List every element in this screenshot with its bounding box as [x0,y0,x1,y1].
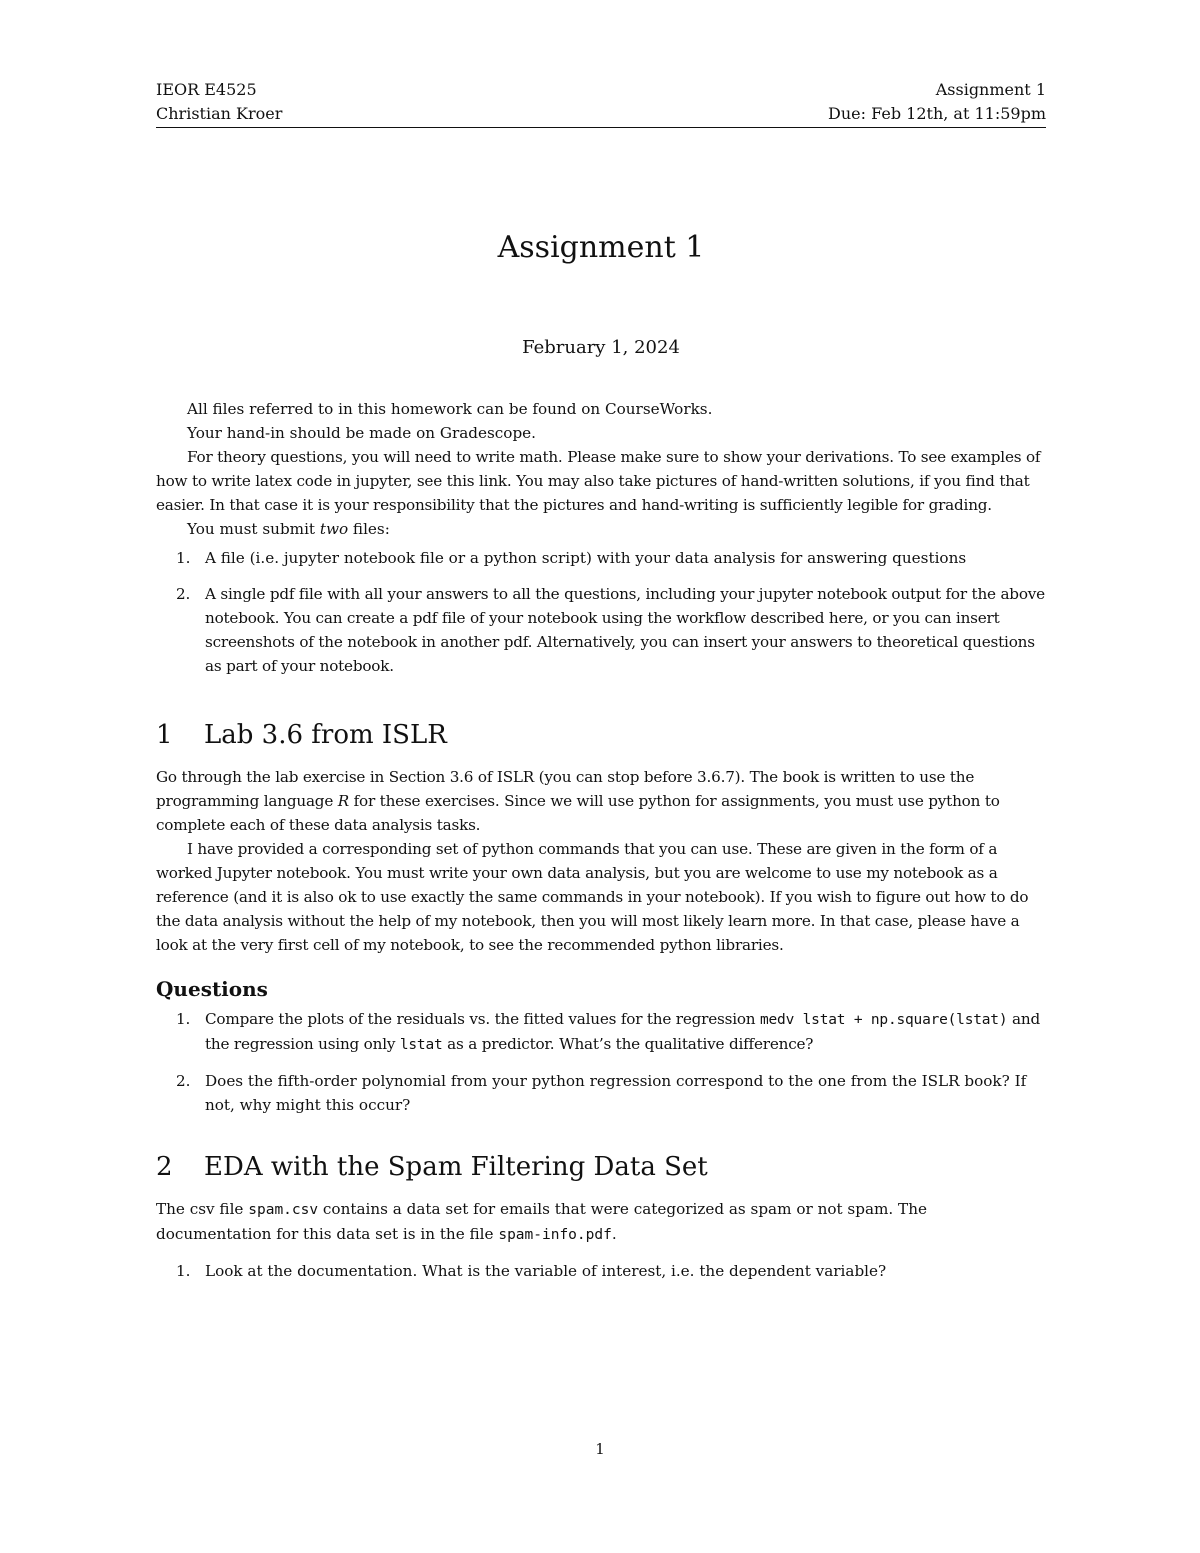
section-title: EDA with the Spam Filtering Data Set [204,1152,708,1182]
intro-section [156,397,1046,678]
list-item-text: A single pdf file with all your answers to all the questions, including your jupyter notebook output for the above notebook. You can create a pdf file of your notebook using the workflow described here, or you can insert screenshots of the notebook in another pdf. Alternatively, you can insert your answers to theoretical questions as part of your notebook. [205,585,1045,675]
section-2-body [156,1197,1046,1283]
code-expression: medv lstat + np.square(lstat) [760,1012,1008,1028]
page-number: 1 [595,1440,605,1458]
list-item-text: and the regression using only [205,1010,1040,1053]
questions-list [156,1007,1046,1117]
list-item [156,582,1046,678]
document-title: Assignment 1 [497,230,705,265]
section-number: 2 [156,1152,173,1182]
code-filename: spam.csv [248,1202,319,1218]
list-item-text: Look at the documentation. What is the variable of interest, i.e. the dependent variable? [205,1262,887,1280]
instructor-name: Christian Kroer [156,104,283,123]
intro-paragraph-1: All files referred to in this homework can be found on CourseWorks. [187,400,713,418]
section-1-paragraph-1 [156,765,1046,837]
submission-list [156,546,1046,678]
section-title: Lab 3.6 from ISLR [204,720,447,750]
list-item-number: 1. [176,1010,191,1028]
intro-paragraph-2: Your hand-in should be made on Gradescope. [187,424,536,442]
intro-p4-emphasis: two [319,520,349,538]
paragraph-text: Go through the lab exercise in Section 3.6 of ISLR (you can stop before 3.6.7). The book is written to use the programming language [156,768,975,810]
questions-heading: Questions [156,977,268,1001]
header-row-1 [156,78,1046,102]
list-item [156,546,1046,570]
course-code: IEOR E4525 [156,80,257,99]
intro-paragraph-4 [156,517,1046,541]
paragraph-text: . [611,1225,617,1243]
section-1-body [156,765,1046,957]
paragraph-text: for these exercises. Since we will use python for assignments, you must use python to complete each of these data analysis tasks. [156,792,1000,834]
code-variable: lstat [399,1037,443,1053]
header-row-2 [156,102,1046,128]
section-number: 1 [156,720,173,750]
list-item-number: 1. [176,549,191,567]
document-page [156,78,1046,1283]
list-item-number: 2. [176,585,191,603]
intro-p4-text: You must submit [187,520,320,538]
intro-paragraph-3: For theory questions, you will need to write math. Please make sure to show your derivations. To see examples of how to write latex code in jupyter, see this link. You may also take pictures of hand-written solutions, if you find that easier. In that case it is your responsibility that the pictures and hand-writing is sufficiently legible for grading. [156,448,1041,514]
due-date: Due: Feb 12th, at 11:59pm [828,104,1046,123]
intro-p4-text-end: files: [348,520,390,538]
paragraph-text: contains a data set for emails that were categorized as spam or not spam. The documentation for this data set is in the file [156,1200,927,1243]
section-2-paragraph [156,1197,1046,1247]
list-item [156,1069,1046,1117]
document-date: February 1, 2024 [522,337,680,358]
section-2-heading [156,1150,1046,1184]
list-item-number: 2. [176,1072,191,1090]
list-item-text: A file (i.e. jupyter notebook file or a python script) with your data analysis for answering questions [205,549,967,567]
list-item [156,1007,1046,1057]
code-filename: spam-info.pdf [498,1227,612,1243]
paragraph-text: The csv file [156,1200,249,1218]
list-item-number: 1. [176,1262,191,1280]
assignment-label: Assignment 1 [935,80,1046,99]
paragraph-emphasis: R [337,792,349,810]
list-item-text: as a predictor. What’s the qualitative difference? [442,1035,814,1053]
section-1-paragraph-2: I have provided a corresponding set of python commands that you can use. These are given in the form of a worked Jupyter notebook. You must write your own data analysis, but you are welcome to use my notebook as a reference (and it is also ok to use exactly the same commands in your notebook). If you wish to figure out how to do the data analysis without the help of my notebook, then you will most likely learn more. In that case, please have a look at the very first cell of my notebook, to see the recommended python libraries. [156,840,1029,954]
list-item-text: Compare the plots of the residuals vs. the fitted values for the regression [205,1010,760,1028]
list-item [156,1259,1046,1283]
list-item-text: Does the fifth-order polynomial from your python regression correspond to the one from the ISLR book? If not, why might this occur? [205,1072,1027,1114]
section-1-heading [156,718,1046,752]
eda-list [156,1259,1046,1283]
